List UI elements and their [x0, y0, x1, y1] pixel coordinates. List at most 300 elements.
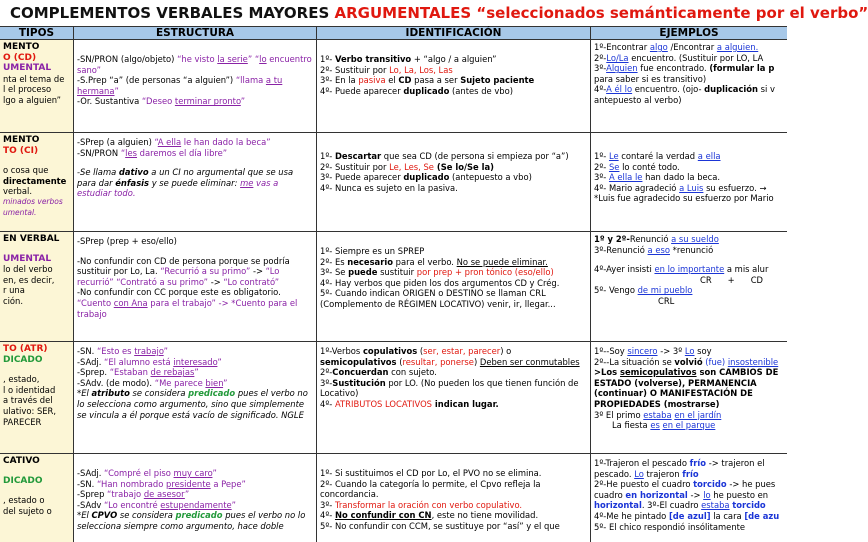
cpvo-e3-a: -Sprep: [77, 489, 108, 500]
cd-i2-b: Lo, La, Los, Las: [389, 64, 453, 75]
cd-i2-a: 2º- Sustituir por: [320, 64, 390, 75]
cd-ejemplo-line: [594, 53, 784, 64]
cpvo-x1-c: -> trajeron el: [706, 458, 765, 468]
cpvo-x2-e: en horizontal: [625, 489, 688, 500]
cd-x2-c: encuentro. (Sustituir por LO, LA: [628, 52, 764, 63]
crv-tipo-line: UMENTAL: [3, 253, 52, 264]
cpvo-e5-e: pues el verbo no lo selecciona siempre como argumento, hace doble: [77, 510, 306, 531]
atr-estructura-line: [77, 346, 313, 357]
ci-e1-a: -SPrep (a alguien): [77, 137, 155, 147]
cd-i4-c: (antes de vbo): [449, 85, 514, 96]
atr-ejemplo-line: [594, 410, 784, 421]
cpvo-estructura-line: [77, 479, 313, 490]
ci-tipo-line: directamente: [3, 175, 67, 186]
cpvo-e3-b: “trabajo: [107, 489, 144, 500]
atr-tipo-line: a través del: [3, 395, 53, 406]
crv-e3-a: -No confundir con CC porque este es obligatorio.: [77, 287, 281, 298]
cd-x3-b: Alguien: [606, 63, 638, 74]
crv-x2-a: 3º-Renunció: [594, 244, 648, 255]
title-main: COMPLEMENTOS VERBALES MAYORES: [10, 4, 335, 22]
cd-tipo-line: nta el tema de: [3, 73, 65, 84]
ci-i3-b: duplicado: [403, 172, 450, 183]
row-crv-ejemplos: [591, 232, 787, 342]
cd-ident-line: [320, 86, 587, 97]
cd-i4-a: 4º- Puede aparecer: [320, 85, 404, 96]
atr-tipo-line: l o identidad: [3, 384, 56, 395]
cd-e1-c: la serie: [217, 54, 248, 64]
atr-x2-b: volvió: [674, 356, 703, 367]
crv-estructura-line: -SPrep (prep + eso/ello): [77, 236, 177, 246]
crv-e2-g: ->: [208, 276, 224, 287]
atr-x3-a: >Los: [594, 367, 621, 378]
crv-ejemplo-line: [594, 285, 784, 296]
cpvo-ejemplo-line: [594, 511, 784, 522]
ci-ejemplo-line: [594, 162, 784, 173]
cpvo-i3-b: Transformar la oración con verbo copulativo.: [334, 499, 523, 510]
header-estructura: ESTRUCTURA: [74, 26, 317, 40]
cd-x3-c: fue encontrado.: [637, 63, 710, 74]
atr-x5-a: La fiesta: [612, 420, 651, 431]
ci-e3-g: vas a estudiar todo.: [77, 177, 279, 199]
atr-ident-line: [320, 399, 587, 410]
atr-e3-a: -Sprep.: [77, 367, 110, 378]
row-cd-ejemplos: [591, 40, 787, 133]
cd-ejemplo-line: [594, 84, 784, 95]
title-highlight: ARGUMENTALES “seleccionados semánticamente por el verbo”: [334, 4, 868, 22]
ci-x2-a: 2º-: [594, 161, 609, 172]
atr-i1-i: ): [473, 356, 480, 367]
atr-ejemplo-line: [594, 367, 784, 409]
crv-i3-d: por prep + pron tónico (eso/ello): [416, 267, 554, 278]
cpvo-estructura-line: [77, 510, 313, 531]
atr-ident-line: [320, 346, 587, 367]
ci-ejemplo-line: [594, 172, 784, 183]
cd-estructura-line: [77, 54, 313, 75]
cpvo-x1-d: pescado.: [594, 468, 635, 479]
crv-e3-d: para el trabajo” ->: [147, 297, 232, 308]
row-atr-ejemplos: [591, 342, 787, 454]
cd-i3-f: Sujeto paciente: [460, 75, 535, 86]
atr-e5-a: *El: [77, 388, 92, 399]
atr-x2-d: insostenible: [727, 356, 779, 367]
cpvo-tipo-line: del sujeto o: [3, 505, 52, 516]
cpvo-e3-d: ”: [184, 489, 190, 500]
cpvo-e2-a: -SN.: [77, 478, 97, 489]
cpvo-e5-d: predicado: [175, 510, 223, 521]
ci-e2-c: les: [125, 147, 138, 158]
crv-x3-c: a mis alur: [724, 264, 769, 275]
atr-e1-c: trabajo: [134, 346, 164, 356]
crv-x1-c: a su sueldo: [671, 234, 719, 244]
crv-x4-a: 5º- Vengo: [594, 285, 638, 296]
atr-i1-g: (: [396, 356, 403, 367]
ci-e1-d: le han dado la beca”: [181, 137, 271, 147]
cpvo-tipo-line: , estado o: [3, 495, 45, 506]
atr-i4-b: ATRIBUTOS LOCATIVOS: [334, 398, 432, 409]
cd-e1-a: -SN/PRON (algo/objeto): [77, 54, 178, 64]
atr-i2-c: con sujeto.: [388, 367, 437, 378]
row-atr-estructura: [74, 342, 317, 454]
cpvo-x1-g: frío: [682, 468, 699, 479]
atr-e4-d: ”: [223, 377, 228, 388]
ci-e2-a: -SN/PRON: [77, 147, 121, 158]
atr-ident-line: [320, 367, 587, 378]
atr-e1-d: ”: [163, 346, 168, 356]
cpvo-i4-b: No confundir con CN: [334, 510, 432, 521]
ci-tipo-line: minados verbos: [3, 196, 63, 206]
row-crv-estructura: [74, 232, 317, 342]
cpvo-e1-a: -SAdj.: [77, 468, 105, 478]
ci-tipo-line: verbal.: [3, 186, 32, 197]
cpvo-e4-a: -SAdv: [77, 499, 105, 510]
crv-tipo-line: en, es decir,: [3, 274, 55, 285]
cd-x4-f: antepuesto al verbo): [594, 94, 682, 105]
ci-x1-d: a ella: [697, 151, 721, 161]
cd-estructura-line: [77, 75, 313, 96]
row-ci-estructura: [74, 133, 317, 232]
cpvo-x2-h: he puesto en: [710, 489, 769, 500]
cpvo-estructura-line: [77, 500, 313, 511]
atr-i2-a: 2º-: [320, 367, 333, 378]
cpvo-x2-f: ->: [687, 489, 704, 500]
ci-e2-d: daremos el día libre”: [137, 147, 228, 158]
ci-x4-c: su esfuerzo. →: [703, 182, 767, 193]
atr-i1-e: ) o: [500, 346, 512, 356]
crv-e2-a: -No confundir con CD de persona porque se podría sustituir por Lo, La.: [77, 255, 290, 277]
atr-e1-a: -SN.: [77, 346, 97, 356]
cd-e2-a: -S.Prep “a” (de personas “a alguien”): [77, 75, 236, 86]
cd-x1-b: algo: [649, 42, 668, 52]
cpvo-e4-b: “Lo encontré: [104, 499, 161, 510]
cpvo-ejemplo-line: [594, 479, 784, 490]
cpvo-e5-a: *El: [77, 510, 92, 521]
cpvo-tipo-line: CATIVO: [3, 456, 40, 466]
row-cd-identificacion: [317, 40, 591, 133]
crv-e3-b: “Cuento: [77, 297, 114, 308]
cd-i3-e: pasa a ser: [411, 75, 461, 86]
cpvo-i4-c: , este no tiene movilidad.: [431, 510, 539, 521]
row-cpvo-ejemplos: [591, 454, 787, 542]
cpvo-e1-c: muy caro: [173, 468, 213, 478]
crv-x1-a: 1º y 2º-: [594, 234, 630, 244]
atr-i1-c: (: [417, 346, 424, 356]
atr-i1-d: ser, estar, parecer: [423, 346, 501, 356]
atr-tipo-line: , estado,: [3, 374, 40, 385]
crv-ident-line: 5º- Cuando indican ORIGEN o DESTINO se llaman CRL (Complemento de RÉGIMEN LOCATIVO) venir, ir, llegar...: [320, 288, 556, 309]
crv-estructura-line: [77, 256, 313, 288]
crv-tipo-line: lo del verbo: [3, 264, 53, 275]
ci-e3-d: énfasis: [115, 177, 150, 188]
ci-x1-a: 1º-: [594, 151, 609, 161]
atr-i4-c: indican lugar.: [431, 398, 499, 409]
atr-i4-a: 4º-: [320, 398, 335, 409]
ci-x1-c: contaré la verdad: [618, 151, 698, 161]
atr-estructura-line: [77, 378, 313, 389]
crv-ident-line: [320, 267, 587, 278]
ci-x4-a: 4º- Mario agradeció: [594, 182, 680, 193]
atr-ejemplo-line: [594, 420, 784, 431]
cpvo-ejemplo-line: [594, 490, 784, 501]
cpvo-e1-b: “Compré el piso: [104, 468, 174, 478]
cpvo-i3-a: 3º-: [320, 499, 335, 510]
crv-e2-f: “Contrató a su primo”: [116, 276, 209, 287]
header-ejemplos: EJEMPLOS: [591, 26, 787, 40]
atr-estructura-line: [77, 367, 313, 378]
cpvo-x2-c: -> he pues: [726, 479, 776, 490]
atr-x1-a: 1º--Soy: [594, 346, 628, 356]
cpvo-x1-f: trajeron: [643, 468, 683, 479]
atr-x3-c: son CAMBIOS DE ESTADO (volverse), PERMANENCIA (continuar) O MANIFESTACIÓN DE PROPIEDADES (mostrarse): [594, 367, 779, 409]
cpvo-ident-line: [320, 510, 587, 521]
crv-ejemplo-line: [594, 234, 784, 245]
atr-e2-a: -SAdj.: [77, 356, 105, 367]
crv-e2-d: “Lo recurrió”: [77, 266, 280, 287]
header-identificacion: IDENTIFICACIÓN: [317, 26, 591, 40]
atr-i1-j: Deben ser conmutables: [479, 356, 580, 367]
cpvo-x2-j: . 3º-El cuadro: [641, 500, 702, 511]
atr-x2-c: (fue): [702, 356, 728, 367]
crv-ejemplo-line: [594, 264, 784, 275]
ci-e1-b: “: [154, 137, 158, 147]
row-cpvo-tipo: [0, 454, 74, 542]
atr-estructura-line: [77, 388, 313, 420]
row-atr-tipo: [0, 342, 74, 454]
cd-x3-d: (formular la p: [709, 63, 775, 74]
ci-x1-b: Le: [608, 151, 619, 161]
atr-e4-a: -SAdv. (de modo).: [77, 377, 155, 388]
cpvo-x3-d: [de azu: [744, 510, 780, 521]
atr-estructura-line: [77, 357, 313, 368]
crv-estructura-line: [77, 287, 313, 319]
row-cd-tipo: [0, 40, 74, 133]
cd-i1-a: 1º-: [320, 54, 335, 64]
ci-e1-c: A ella: [157, 137, 182, 147]
crv-e3-c: con Ana: [113, 297, 148, 308]
cd-x2-b: Lo/La: [606, 52, 629, 63]
row-cpvo-estructura: [74, 454, 317, 542]
cd-e1-f: encuentro sano”: [77, 54, 312, 75]
atr-i1-b: copulativos: [362, 346, 418, 356]
cd-i1-b: Verbo transitivo: [334, 54, 412, 64]
row-ci-tipo: [0, 133, 74, 232]
cpvo-x3-b: [de azul]: [668, 510, 711, 521]
atr-tipo-line: DICADO: [3, 354, 43, 365]
cpvo-e2-d: a Pepe”: [210, 478, 246, 489]
cpvo-e4-d: ”: [231, 499, 236, 510]
header-tipos: TIPOS: [0, 26, 74, 40]
cpvo-x2-a: 2º-He puesto el cuadro: [594, 479, 694, 490]
ci-ident-line: [320, 172, 587, 183]
cpvo-x2-k: estaba: [701, 500, 730, 511]
crv-ident-line: 1º- Siempre es un SPREP: [320, 246, 425, 256]
cd-x4-b: A él lo: [606, 84, 633, 95]
atr-x2-a: 2º--La situación se: [594, 356, 675, 367]
atr-e1-b: “Esto es: [96, 346, 135, 356]
cd-i4-b: duplicado: [403, 85, 450, 96]
cpvo-e3-c: de asesor: [143, 489, 185, 500]
ci-i3-a: 3º- Puede aparecer: [320, 172, 404, 183]
cpvo-x2-d: cuadro: [594, 489, 626, 500]
atr-x1-c: -> 3º: [657, 346, 685, 356]
cd-x4-a: 4º-: [594, 84, 607, 95]
cd-tipo-line: MENTO: [3, 42, 40, 52]
ci-i2-a: 2º- Sustituir por: [320, 161, 390, 172]
cpvo-e5-b: CPVO: [91, 510, 118, 521]
cd-tipo-line: O (CD): [3, 52, 37, 63]
crv-ejemplo-line: [594, 245, 784, 256]
cpvo-x1-b: frío: [689, 458, 707, 468]
crv-i3-c: sustituir: [377, 267, 417, 278]
row-crv-tipo: [0, 232, 74, 342]
crv-x3-d: CR: [700, 274, 712, 285]
ci-e3-b: dativo: [118, 167, 149, 178]
cd-ejemplo-line: [594, 95, 784, 106]
cpvo-i4-a: 4º-: [320, 510, 335, 521]
atr-e2-c: interesado: [173, 356, 218, 367]
atr-x4-d: en el jardín: [674, 409, 722, 420]
crv-tipo-line: r una: [3, 285, 25, 296]
crv-tipo-line: EN VERBAL: [3, 234, 60, 244]
crv-ident-line: 4º- Hay verbos que piden los dos argumentos CD y Crég.: [320, 277, 560, 288]
atr-e5-c: se considera: [129, 388, 189, 399]
atr-x4-b: estaba: [643, 409, 672, 420]
atr-i1-a: 1º-Verbos: [320, 346, 363, 356]
cpvo-x2-i: horizontal: [594, 500, 642, 511]
page-title: [0, 0, 868, 26]
crv-x3-f: CD: [750, 274, 763, 285]
crv-e2-h: “Lo contrató”: [223, 276, 280, 287]
crv-e2-c: ->: [250, 266, 266, 277]
ci-x3-c: han dado la beca.: [642, 172, 721, 183]
cpvo-e4-c: estupendamente: [160, 499, 232, 510]
atr-ejemplo-line: [594, 346, 784, 357]
cpvo-x3-c: la cara: [710, 510, 745, 521]
cd-ejemplo-line: [594, 74, 784, 85]
atr-i3-a: 3º-: [320, 377, 333, 388]
cpvo-tipo-line: DICADO: [3, 475, 43, 486]
cpvo-e5-c: se considera: [117, 510, 176, 521]
atr-ejemplo-line: [594, 357, 784, 368]
cd-i3-c: el: [385, 75, 399, 86]
cpvo-x1-e: Lo: [634, 468, 644, 479]
ci-x3-b: A ella le: [608, 172, 643, 183]
crv-x3-a: 4º-Ayer insisti: [594, 264, 655, 275]
cd-ident-line: [320, 54, 587, 65]
row-cd-estructura: [74, 40, 317, 133]
ci-e3-e: y se puede eliminar:: [149, 177, 241, 188]
cpvo-ident-line: 5º- No confundir con CCM, se sustituye por “así” y el que: [320, 520, 560, 531]
cd-ident-line: [320, 75, 587, 86]
cpvo-estructura-line: [77, 468, 313, 479]
row-cpvo-identificacion: [317, 454, 591, 542]
atr-i3-c: por LO. (No pueden los que tienen función de Locativo): [320, 377, 579, 399]
ci-ident-line: [320, 151, 587, 162]
cpvo-ident-line: 1º- Si sustituimos el CD por Lo, el PVO no se elimina.: [320, 468, 542, 478]
ci-tipo-line: MENTO: [3, 135, 40, 145]
ci-ejemplo-line: [594, 183, 784, 194]
atr-tipo-line: TO (ATR): [3, 344, 48, 354]
cd-x1-d: a alguien.: [716, 42, 759, 52]
cd-x3-a: 3º-: [594, 63, 607, 74]
atr-e3-c: de rebajas: [150, 367, 195, 378]
cpvo-x1-a: 1º-Trajeron el pescado: [594, 458, 690, 468]
crv-x3-e: +: [727, 274, 735, 285]
ci-estructura-line: [77, 148, 313, 159]
row-atr-identificacion: [317, 342, 591, 454]
ci-i1-a: 1º-: [320, 151, 335, 161]
crv-e2-b: “Recurrió a su primo”: [160, 266, 251, 277]
row-ci-identificacion: [317, 133, 591, 232]
crv-x1-b: Renunció: [629, 234, 672, 244]
atr-i3-b: Sustitución: [332, 377, 386, 388]
cd-tipo-line: UMENTAL: [3, 63, 52, 74]
cd-e3-c: terminar pronto: [174, 96, 241, 107]
atr-e3-b: “Estaban: [109, 367, 151, 378]
ci-tipo-line: umental.: [3, 207, 37, 217]
ci-tipo-line: TO (CI): [3, 145, 39, 156]
ci-estructura-line: [77, 167, 313, 199]
ci-i1-c: que sea CD (de persona si empieza por “a”): [381, 151, 569, 161]
row-ci-ejemplos: [591, 133, 787, 232]
cd-e3-d: ”: [240, 96, 246, 107]
atr-x1-d: Lo: [684, 346, 695, 356]
atr-e2-d: ”: [217, 356, 222, 367]
ci-tipo-line: o cosa que: [3, 165, 49, 176]
ci-e3-f: me: [240, 177, 254, 188]
crv-ejemplo-line: [594, 296, 784, 307]
ci-e3-a: -Se llama: [77, 167, 119, 178]
cpvo-e2-b: “Han nombrado: [96, 478, 167, 489]
crv-ejemplo-line: [594, 275, 784, 286]
crv-i2-c: para el verbo.: [392, 256, 457, 267]
ci-ident-line: 4º- Nunca es sujeto en la pasiva.: [320, 182, 458, 193]
cd-i1-c: + “algo / a alguien”: [411, 54, 497, 64]
ci-i3-c: (antepuesto a vbo): [449, 172, 532, 183]
cd-e3-a: -Or. Sustantiva: [77, 96, 142, 107]
ci-i2-b: Le, Les, Se: [389, 161, 434, 172]
atr-x1-b: sincero: [627, 346, 658, 356]
cpvo-estructura-line: [77, 489, 313, 500]
crv-x4-c: CRL: [658, 295, 675, 306]
atr-e3-d: ”: [194, 367, 199, 378]
cd-ident-line: [320, 65, 587, 76]
ci-x2-b: Se: [608, 161, 620, 172]
ci-x3-a: 3º-: [594, 172, 609, 183]
crv-ident-line: [320, 257, 587, 268]
cpvo-x3-a: 4º-Me he pintado: [594, 510, 669, 521]
cd-ejemplo-line: [594, 63, 784, 74]
cd-tipo-line: lgo a alguien”: [3, 94, 61, 105]
cd-e1-b: “he visto: [177, 54, 218, 64]
ci-ident-line: [320, 162, 587, 173]
cd-x1-a: 1º-Encontrar: [594, 42, 650, 52]
atr-i1-h: resultar, ponerse: [402, 356, 474, 367]
cpvo-ejemplo-line: [594, 458, 784, 469]
cd-x2-a: 2º-: [594, 52, 607, 63]
crv-x2-b: a eso: [647, 244, 670, 255]
atr-x5-b: es: [650, 420, 660, 431]
ci-estructura-line: [77, 137, 313, 148]
row-crv-identificacion: [317, 232, 591, 342]
crv-i2-a: 2º- Es: [320, 256, 348, 267]
cd-x4-e: si v: [758, 84, 775, 95]
cd-e3-b: “Deseo: [141, 96, 175, 107]
atr-x1-e: soy: [694, 346, 712, 356]
atr-ident-line: [320, 378, 587, 399]
cd-estructura-line: [77, 96, 313, 107]
cd-e2-b: “llama: [235, 75, 266, 86]
cpvo-x2-g: lo: [703, 489, 711, 500]
